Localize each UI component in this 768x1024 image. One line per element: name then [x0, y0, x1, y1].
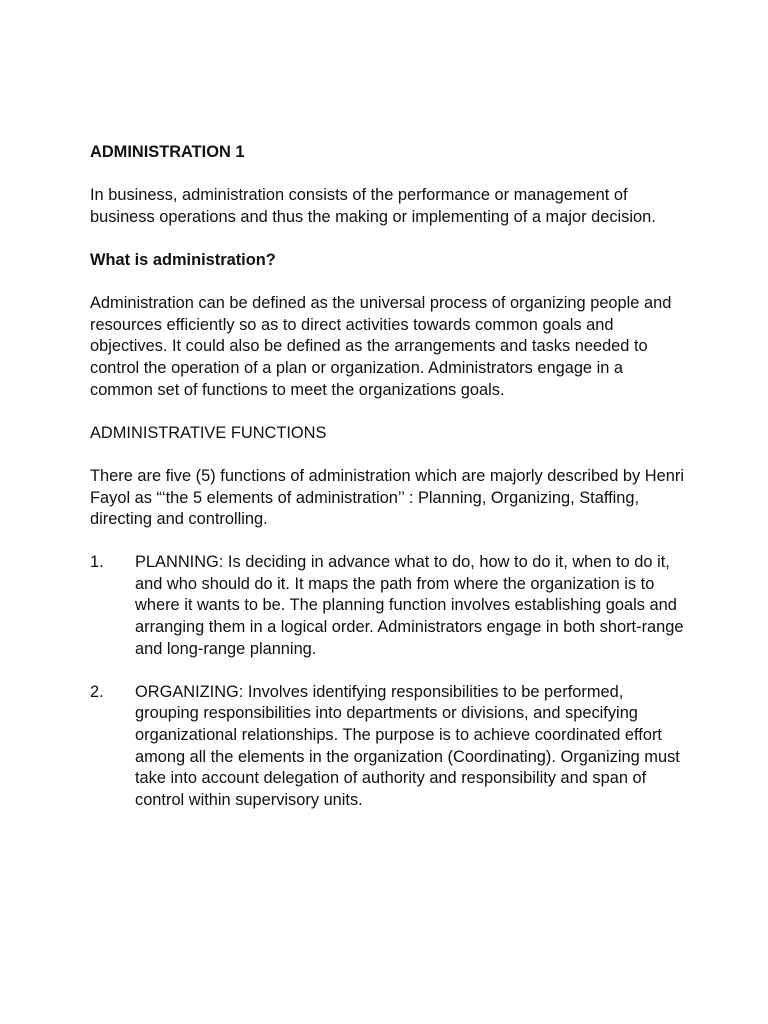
list-item-text: ORGANIZING: Involves identifying responsibilities to be performed, grouping responsibilities into departments or divisions, and specifying organizational relationships. The purpose is to achieve coordinated effort among all the elements in the organization (Coordinating). Organizing must take into account delegation of authority and responsibility and span of control within supervisory units. [135, 682, 680, 809]
definition-paragraph: Administration can be defined as the universal process of organizing people and resources efficiently so as to direct activities towards common goals and objectives. It could also be defined as the arrangements and tasks needed to control the operation of a plan or organization. Administrators engage in a common set of functions to meet the organizations goals. [90, 294, 672, 399]
intro-paragraph: In business, administration consists of the performance or management of business operations and thus the making or implementing of a major decision. [90, 186, 656, 226]
list-item-number: 1. [90, 553, 104, 572]
list-item [90, 552, 690, 660]
document-title: ADMINISTRATION 1 [90, 143, 245, 161]
list-item-text: PLANNING: Is deciding in advance what to do, how to do it, when to do it, and who should do it. It maps the path from where the organization is to where it wants to be. The planning function involves establishing goals and arranging them in a logical order. Administrators engage in both short-range and long-range planning. [135, 553, 684, 658]
section-title: ADMINISTRATIVE FUNCTIONS [90, 423, 327, 442]
list-item [90, 682, 690, 812]
functions-list [90, 552, 690, 811]
document-page [90, 142, 690, 833]
list-item-number: 2. [90, 682, 104, 701]
functions-intro-paragraph: There are five (5) functions of administration which are majorly described by Henri Fayol as “‘the 5 elements of administration’’ : Planning, Organizing, Staffing, directing and controlling. [90, 466, 684, 529]
question-heading: What is administration? [90, 250, 276, 269]
